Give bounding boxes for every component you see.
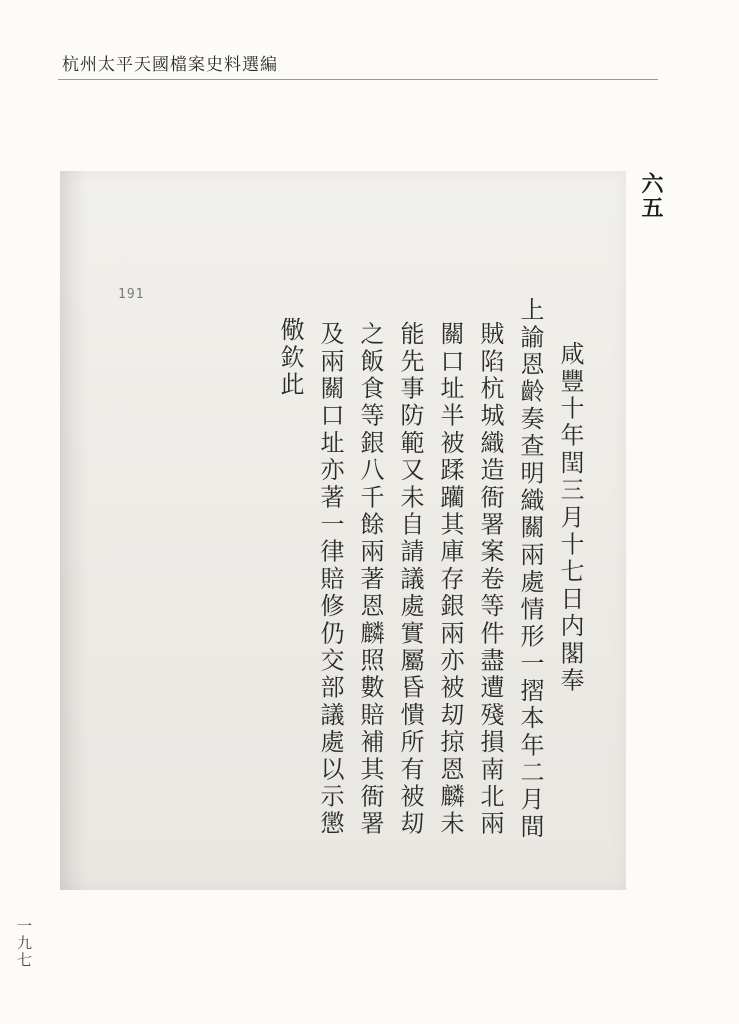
manuscript-column: 咸豐十年閏三月十七日内閣奉 xyxy=(556,341,584,695)
book-title: 杭州太平天國檔案史料選編 xyxy=(62,55,278,75)
page-number: 一九七 xyxy=(15,918,33,969)
manuscript-column: 儆欽此 xyxy=(276,317,304,399)
header-rule xyxy=(58,79,658,80)
manuscript-column: 賊陷杭城織造衙署案卷等件盡遭殘損南北兩 xyxy=(476,321,504,838)
document-number: 六五 xyxy=(638,172,664,220)
scan-edge-shadow xyxy=(60,171,88,890)
manuscript-column: 關口址半被蹂躪其庫存銀兩亦被刧掠恩麟未 xyxy=(436,321,464,838)
manuscript-column: 能先事防範又未自請議處實屬昏憒所有被刧 xyxy=(396,321,424,838)
manuscript-column: 之飯食等銀八千餘兩著恩麟照數賠補其衙署 xyxy=(356,321,384,838)
manuscript-column: 上諭恩齡奏查明織關兩處情形一摺本年二月間 xyxy=(516,297,544,841)
archival-scan xyxy=(60,171,626,890)
archive-number: 191 xyxy=(118,287,145,302)
manuscript-column: 及兩關口址亦著一律賠修仍交部議處以示懲 xyxy=(316,321,344,838)
manuscript-text xyxy=(274,297,586,861)
